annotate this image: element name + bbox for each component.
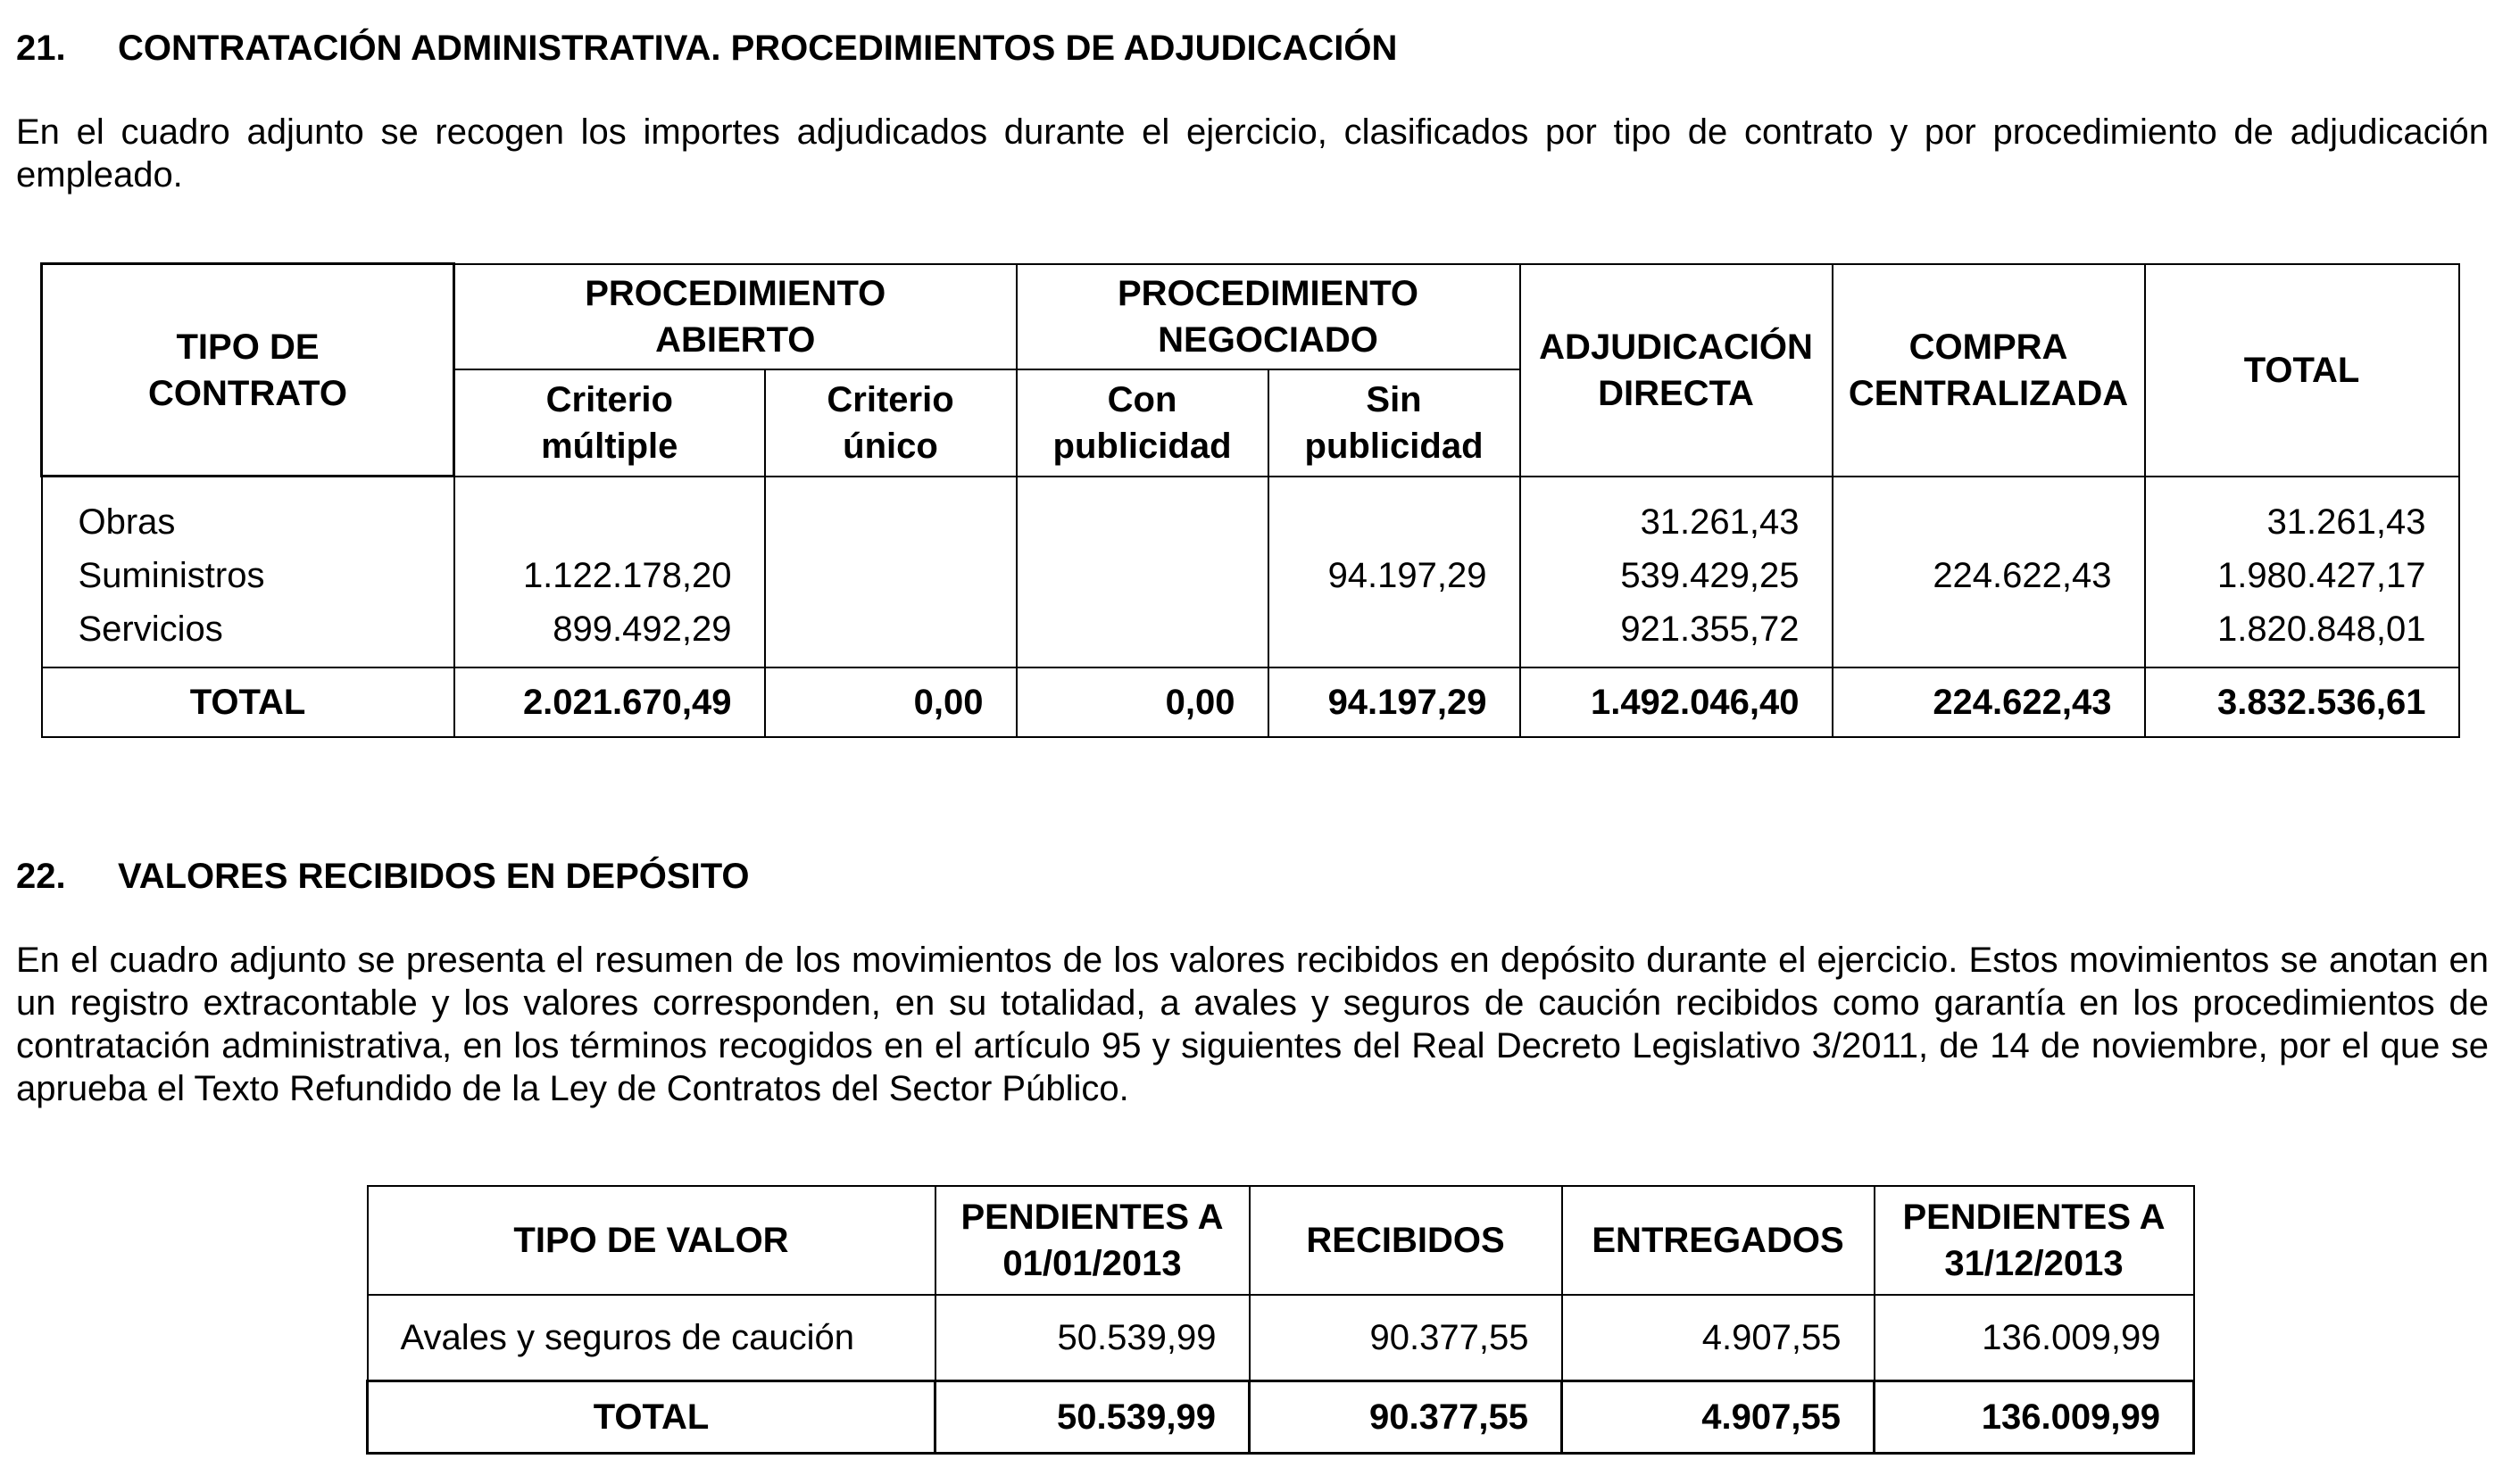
table-row: [368, 1295, 2194, 1381]
cell-value: [1268, 477, 1520, 550]
total-value: 4.907,55: [1562, 1381, 1875, 1454]
cell-value: 1.820.848,01: [2145, 602, 2459, 667]
table-row: [42, 477, 2459, 550]
cell-value: [1017, 477, 1268, 550]
total-value: 50.539,99: [935, 1381, 1250, 1454]
cell-value: 50.539,99: [935, 1295, 1250, 1381]
table-row: [42, 602, 2459, 667]
cell-value: [1017, 602, 1268, 667]
cell-value: 899.492,29: [454, 602, 765, 667]
cell-value: 136.009,99: [1875, 1295, 2194, 1381]
total-value: 94.197,29: [1268, 667, 1520, 737]
total-value: 0,00: [1017, 667, 1268, 737]
total-value: 90.377,55: [1250, 1381, 1562, 1454]
total-value: 224.622,43: [1833, 667, 2145, 737]
cell-tipo: Servicios: [42, 602, 454, 667]
cell-value: [765, 549, 1017, 602]
cell-value: 31.261,43: [2145, 477, 2459, 550]
total-value: 0,00: [765, 667, 1017, 737]
cell-value: 90.377,55: [1250, 1295, 1562, 1381]
cell-value: 1.122.178,20: [454, 549, 765, 602]
header-adjudicacion-directa: ADJUDICACIÓN DIRECTA: [1520, 264, 1833, 477]
section-number: 22.: [16, 857, 66, 896]
cell-value: [765, 477, 1017, 550]
cell-value: 31.261,43: [1520, 477, 1833, 550]
section-title: VALORES RECIBIDOS EN DEPÓSITO: [118, 857, 750, 896]
cell-value: 224.622,43: [1833, 549, 2145, 602]
header-tipo-valor: TIPO DE VALOR: [368, 1186, 935, 1295]
section-21-heading: [16, 30, 1397, 66]
cell-value: 539.429,25: [1520, 549, 1833, 602]
header-tipo-contrato: TIPO DE CONTRATO: [42, 264, 454, 477]
header-recibidos: RECIBIDOS: [1250, 1186, 1562, 1295]
header-procedimiento-abierto: PROCEDIMIENTO ABIERTO: [454, 264, 1017, 369]
contracts-table: [40, 262, 2460, 738]
header-sin-publicidad: Sin publicidad: [1268, 369, 1520, 477]
total-value: 1.492.046,40: [1520, 667, 1833, 737]
total-value: 2.021.670,49: [454, 667, 765, 737]
total-row: [42, 667, 2459, 737]
table-row: [42, 549, 2459, 602]
cell-tipo: Obras: [42, 477, 454, 550]
deposit-values-table: [366, 1185, 2195, 1455]
header-pendientes-fin: PENDIENTES A 31/12/2013: [1875, 1186, 2194, 1295]
header-criterio-unico: Criterio único: [765, 369, 1017, 477]
cell-value: [1833, 602, 2145, 667]
total-value: 3.832.536,61: [2145, 667, 2459, 737]
cell-tipo: Avales y seguros de caución: [368, 1295, 935, 1381]
section-22-heading: [16, 858, 750, 894]
header-procedimiento-negociado: PROCEDIMIENTO NEGOCIADO: [1017, 264, 1520, 369]
header-total: TOTAL: [2145, 264, 2459, 477]
header-con-publicidad: Con publicidad: [1017, 369, 1268, 477]
section-22-paragraph: En el cuadro adjunto se presenta el resumen de los movimientos de los valores recibidos en depósito durante el ejercicio. Estos movimientos se anotan en un registro extracontable y los valores corresponden, en su totalidad, a avales y seguros de caución recibidos como garantía en los procedimientos de contratación administrativa, en los términos recogidos en el artículo 95 y siguientes del Real Decreto Legislativo 3/2011, de 14 de noviembre, por el que se aprueba el Texto Refundido de la Ley de Contratos del Sector Público.: [16, 941, 2489, 1108]
section-number: 21.: [16, 29, 66, 68]
header-criterio-multiple: Criterio múltiple: [454, 369, 765, 477]
header-entregados: ENTREGADOS: [1562, 1186, 1875, 1295]
section-21-paragraph: En el cuadro adjunto se recogen los importes adjudicados durante el ejercicio, clasificados por tipo de contrato y por procedimiento de adjudicación empleado.: [16, 112, 2489, 195]
total-row: [368, 1381, 2194, 1454]
cell-value: 94.197,29: [1268, 549, 1520, 602]
cell-value: 921.355,72: [1520, 602, 1833, 667]
header-pendientes-inicio: PENDIENTES A 01/01/2013: [935, 1186, 1250, 1295]
cell-value: [1268, 602, 1520, 667]
cell-value: [454, 477, 765, 550]
header-compra-centralizada: COMPRA CENTRALIZADA: [1833, 264, 2145, 477]
cell-value: [1017, 549, 1268, 602]
section-title: CONTRATACIÓN ADMINISTRATIVA. PROCEDIMIENTOS DE ADJUDICACIÓN: [118, 29, 1398, 68]
total-label: TOTAL: [42, 667, 454, 737]
cell-value: [765, 602, 1017, 667]
cell-tipo: Suministros: [42, 549, 454, 602]
total-value: 136.009,99: [1875, 1381, 2194, 1454]
cell-value: 4.907,55: [1562, 1295, 1875, 1381]
cell-value: [1833, 477, 2145, 550]
total-label: TOTAL: [368, 1381, 935, 1454]
cell-value: 1.980.427,17: [2145, 549, 2459, 602]
